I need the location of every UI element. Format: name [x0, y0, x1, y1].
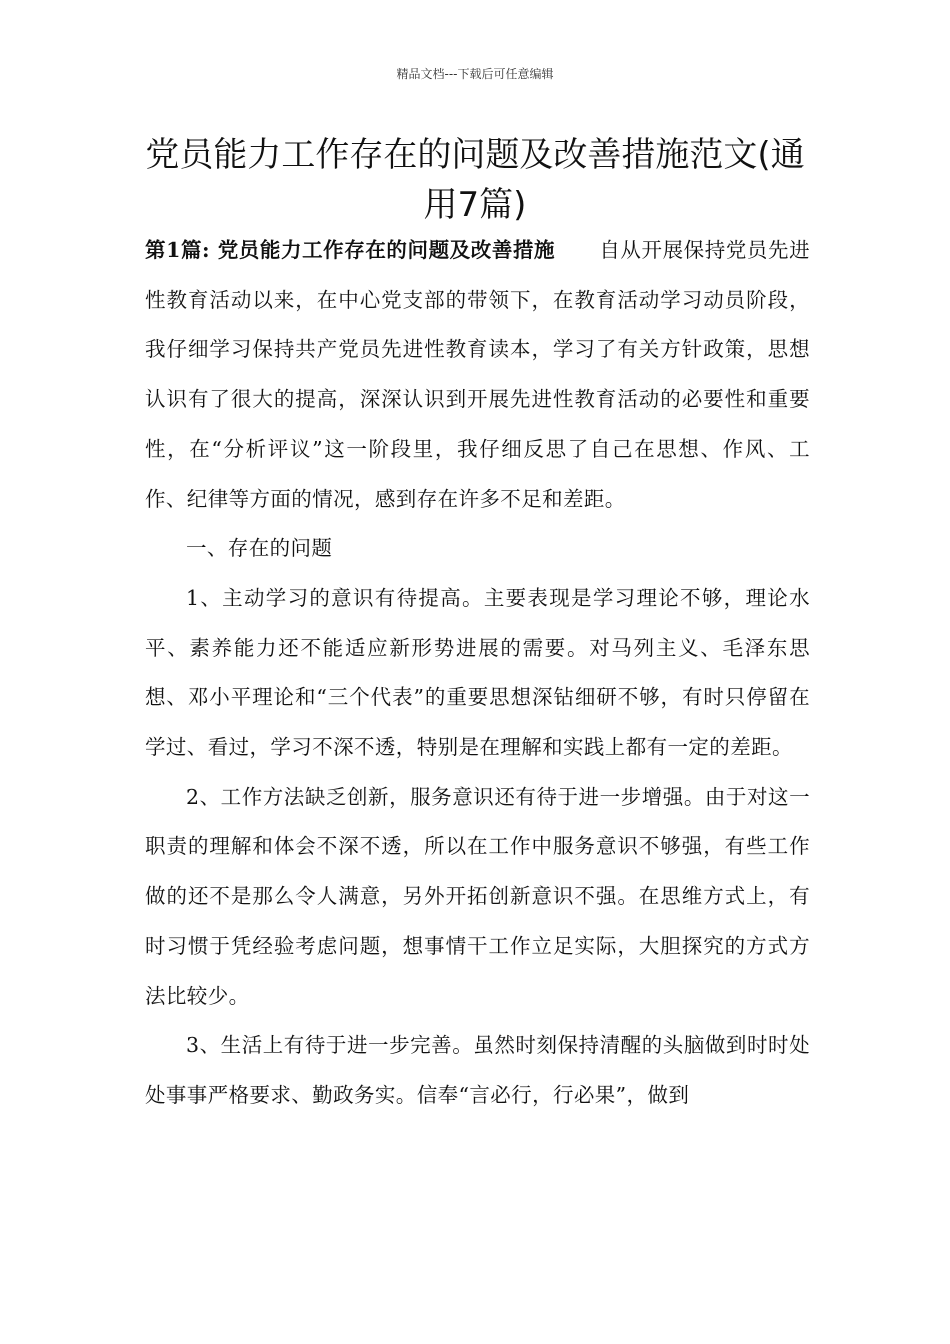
paragraph: 3、生活上有待于进一步完善。虽然时刻保持清醒的头脑做到时时处处事事严格要求、勤政务实。信奉“言必行，行必果”，做到: [145, 1033, 810, 1107]
subsection-heading: 一、存在的问题: [186, 536, 333, 561]
paragraph: 1、主动学习的意识有待提高。主要表现是学习理论不够，理论水平、素养能力还不能适应新形势进展的需要。对马列主义、毛泽东思想、邓小平理论和“三个代表”的重要思想深钻细研不够，有时只停留在学过、看过，学习不深不透，特别是在理解和实践上都有一定的差距。: [145, 585, 810, 760]
document-title: 党员能力工作存在的问题及改善措施范文(通用7篇): [145, 135, 805, 225]
section-heading: 第1篇: 党员能力工作存在的问题及改善措施: [145, 238, 556, 262]
document-body: [145, 226, 810, 1121]
paragraph: 2、工作方法缺乏创新，服务意识还有待于进一步增强。由于对这一职责的理解和体会不深不透，所以在工作中服务意识不够强，有些工作做的还不是那么令人满意，另外开拓创新意识不强。在思维方式上，有时习惯于凭经验考虑问题，想事情干工作立足实际，大胆探究的方式方法比较少。: [145, 784, 810, 1008]
paragraph-text: 自从开展保持党员先进性教育活动以来，在中心党支部的带领下，在教育活动学习动员阶段，我仔细学习保持共产党员先进性教育读本，学习了有关方针政策，思想认识有了很大的提高，深深认识到开展先进性教育活动的必要性和重要性，在“分析评议”这一阶段里，我仔细反思了自己在思想、作风、工作、纪律等方面的情况，感到存在许多不足和差距。: [145, 238, 810, 511]
page-header-note: 精品文档---下载后可任意编辑: [396, 67, 554, 81]
first-paragraph: [145, 226, 810, 524]
